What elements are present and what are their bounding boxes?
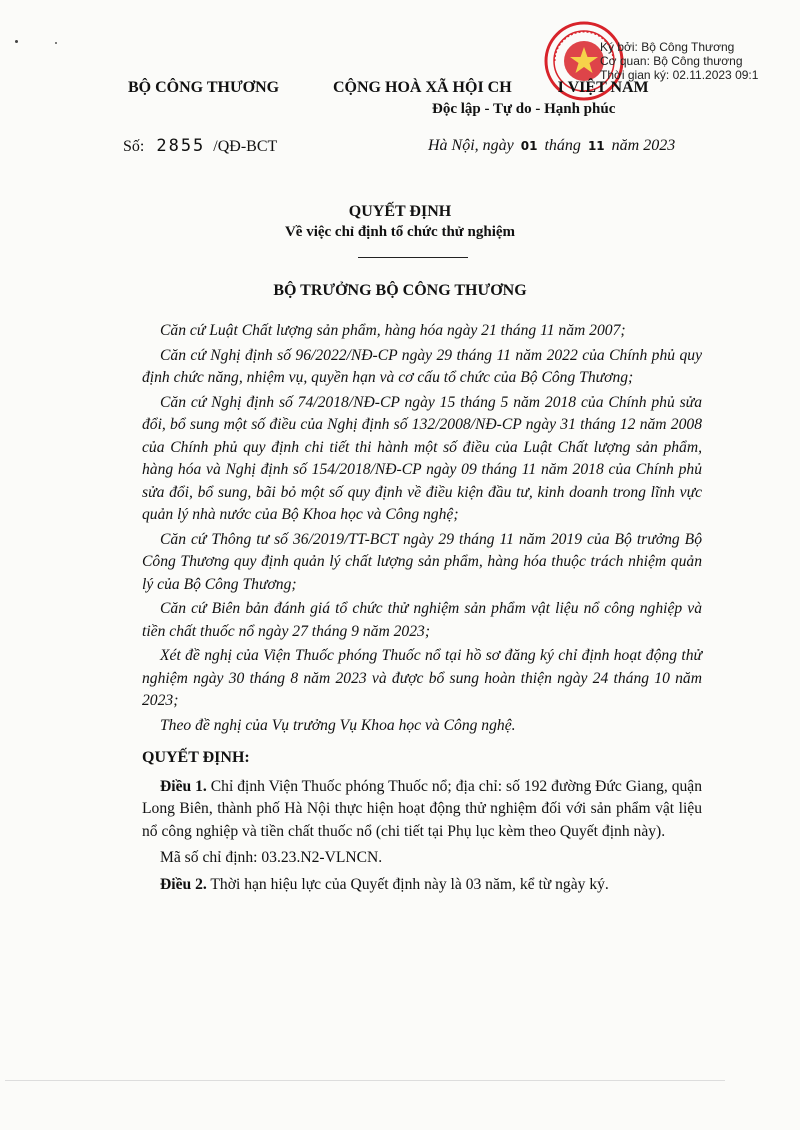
date-month-label: tháng (544, 137, 581, 154)
signature-signer: Ký bởi: Bộ Công Thương (600, 40, 735, 54)
preamble-paragraph: Căn cứ Luật Chất lượng sản phẩm, hàng hóa ngày 21 tháng 11 năm 2007; (160, 322, 626, 339)
national-title (333, 79, 649, 97)
signature-time: Thời gian ký: 02.11.2023 09:1 (600, 68, 759, 82)
article-2 (142, 874, 702, 897)
article-1 (142, 776, 702, 844)
date-prefix: Hà Nội, ngày (428, 137, 514, 154)
number-value: 2855 (156, 136, 206, 156)
number-suffix: /QĐ-BCT (213, 138, 278, 155)
scan-speck (55, 42, 57, 44)
preamble-paragraph: Xét đề nghị của Viện Thuốc phóng Thuốc nổ tại hồ sơ đăng ký chỉ định hoạt động thử nghiệm ngày 30 tháng 8 năm 2023 và được bổ sung hoàn thiện ngày 24 tháng 10 năm 2023; (142, 647, 702, 709)
document-body (142, 320, 702, 898)
document-subtitle: Về việc chỉ định tổ chức thử nghiệm (284, 224, 516, 240)
article-text: Chỉ định Viện Thuốc phóng Thuốc nổ; địa chỉ: số 192 đường Đức Giang, quận Long Biên, thành phố Hà Nội thực hiện hoạt động thử nghiệm đối với sản phẩm vật liệu nổ công nghiệp và tiền chất thuốc nổ (chi tiết tại Phụ lục kèm theo Quyết định này). (142, 777, 703, 840)
title-divider (358, 257, 468, 258)
article-label: Điều 2. (160, 875, 207, 893)
signature-organization: Cơ quan: Bộ Công thương (600, 54, 743, 68)
preamble-paragraph: Căn cứ Thông tư số 36/2019/TT-BCT ngày 29 tháng 11 năm 2019 của Bộ trưởng Bộ Công Thương quy định quản lý chất lượng sản phẩm, hàng hóa thuộc trách nhiệm quản lý của Bộ Công Thương; (142, 530, 702, 593)
scan-edge (5, 1080, 725, 1081)
number-prefix: Số: (123, 138, 145, 155)
digital-signature-block (600, 40, 758, 82)
designation-code: Mã số chỉ định: 03.23.N2-VLNCN. (160, 849, 383, 866)
authority-heading: BỘ TRƯỞNG BỘ CÔNG THƯƠNG (273, 282, 527, 299)
national-motto: Độc lập - Tự do - Hạnh phúc (432, 101, 616, 117)
preamble-paragraph: Căn cứ Biên bản đánh giá tổ chức thử nghiệm sản phẩm vật liệu nổ công nghiệp và tiền chất thuốc nổ ngày 27 tháng 9 năm 2023; (142, 600, 702, 640)
national-title-tail: I VIỆT NAM (557, 79, 649, 96)
date-month: 11 (587, 139, 605, 153)
preamble-paragraph: Căn cứ Nghị định số 74/2018/NĐ-CP ngày 15 tháng 5 năm 2018 của Chính phủ sửa đổi, bổ sung một số điều của Nghị định số 132/2008/NĐ-CP ngày 31 tháng 12 năm 2008 của Chính phủ quy định chi tiết thi hành một số điều của Luật Chất lượng sản phẩm, hàng hóa và Nghị định số 154/2018/NĐ-CP ngày 09 tháng 11 năm 2018 của Chính phủ sửa đổi, bổ sung, bãi bỏ một số quy định về điều kiện đầu tư, kinh doanh trong lĩnh vực quản lý nhà nước của Bộ Khoa học và Công nghệ; (142, 393, 702, 523)
national-title-part: CỘNG HOÀ XÃ HỘI CH (333, 79, 512, 96)
date-suffix: năm 2023 (611, 137, 676, 154)
date-day: 01 (520, 139, 538, 153)
decision-heading: QUYẾT ĐỊNH: (142, 749, 250, 766)
preamble-paragraph: Căn cứ Nghị định số 96/2022/NĐ-CP ngày 29 tháng 11 năm 2022 của Chính phủ quy định chức năng, nhiệm vụ, quyền hạn và cơ cấu tổ chức của Bộ Công Thương; (142, 346, 702, 386)
issuing-agency: BỘ CÔNG THƯƠNG (128, 79, 280, 96)
document-title: QUYẾT ĐỊNH (348, 203, 452, 220)
issue-date (428, 137, 675, 155)
article-label: Điều 1. (160, 777, 207, 795)
scan-speck (15, 40, 18, 43)
document-number (123, 136, 277, 156)
preamble-paragraph: Theo đề nghị của Vụ trưởng Vụ Khoa học và Công nghệ. (160, 716, 516, 734)
article-text: Thời hạn hiệu lực của Quyết định này là 03 năm, kể từ ngày ký. (206, 875, 609, 893)
